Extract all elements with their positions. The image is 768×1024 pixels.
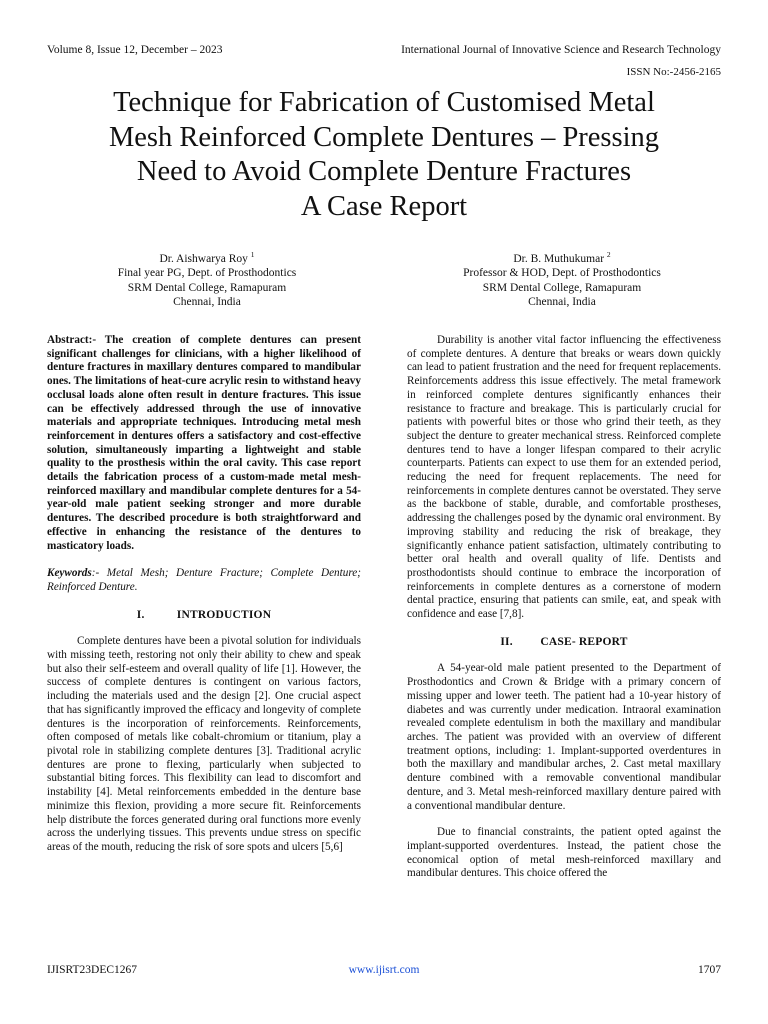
intro-paragraph: Complete dentures have been a pivotal solution for individuals with missing teeth, restoring not only their ability to chew and speak but also their self-esteem and overall quality of life [1]. However, the success of complete dentures is contingent on various factors, including the materials used and the design [2]. One crucial aspect that has significantly improved the efficacy and longevity of complete dentures is the incorporation of reinforcements. Reinforcements, often composed of metals like cobalt-chromium or titanium, play a pivotal role in stabilizing complete dentures [3]. Traditional acrylic dentures are prone to flexing, particularly when subjected to substantial biting forces. This flexibility can lead to discomfort and instability [4]. Metal reinforcements embedded in the denture base minimize this flexion, providing a more secure fit. Reinforcements help distribute the forces generated during oral functions more evenly across the underlying tissues. This prevents undue stress on specific areas of the mouth, reducing the risk of sore spots and ulcers [5,6] [47,635,361,853]
section-heading-introduction: I. INTRODUCTION [136,608,272,621]
title-line: Need to Avoid Complete Denture Fractures [136,156,632,187]
left-column [47,334,361,855]
case-paragraph-2: Due to financial constraints, the patient opted against the implant-supported overdentures. Instead, the patient chose the economical option of metal mesh-reinforced maxillary and mandibular dentures. This choice offered the [407,826,721,880]
author-city: Chennai, India [528,296,596,309]
author-block-1 [47,248,367,309]
author-name: Dr. B. Muthukumar $^2$ [513,250,611,265]
issn-number: ISSN No:-2456-2165 [626,66,721,78]
journal-name: International Journal of Innovative Science and Research Technology [401,44,721,56]
author-city: Chennai, India [173,296,241,309]
abstract: Abstract:- The creation of complete dentures can present significant challenges for clinicians, with a higher likelihood of denture fractures in maxillary dentures compared to mandibular ones. The limitations of heat-cure acrylic resin to withstand heavy occlusal loads alone often result in denture fractures. This issue can be effectively addressed through the use of innovative materials and appropriate techniques. Introducing metal mesh reinforcement in dentures offers a satisfactory and cost-effective solution, simultaneously imparting a lightweight and stable quality to the prosthesis within the oral cavity. This case report details the fabrication process of a custom-made metal mesh-reinforced maxillary and mandibular complete dentures for a 54-year-old male patient seeking stronger and more durable dentures. The described procedure is both straightforward and effective in enhancing the resistance of the dentures to masticatory loads. [47,334,361,552]
right-column [407,334,721,881]
author-college: SRM Dental College, Ramapuram [482,281,642,294]
durability-paragraph: Durability is another vital factor influencing the effectiveness of complete dentures. A denture that breaks or wears down quickly can lead to patient frustration and the need for frequent replacements. Reinforcements address this issue effectively. The metal framework in reinforced complete dentures significantly enhances their resistance to fracture and breakage. This is particularly crucial for patients with powerful bites or those who grind their teeth, as they subject the denture to greater mechanical stress. Reinforced complete dentures tend to have a longer lifespan compared to their acrylic counterparts. Patients can expect to use them for an extended period, reducing the need for frequent replacements. The need for reinforcements in complete dentures cannot be overstated. They serve as the backbone of stable, durable, and comfortable prostheses, addressing the challenges posed by the dynamic oral environment. By improving stability and reducing the risk of breakage, they significantly enhance patient satisfaction, ultimately contributing to better oral health and overall quality of life. Dentists and prosthodontists should continue to embrace the incorporation of reinforcements in complete dentures as a cornerstone of modern dental practice, ensuring that patients can smile, eat, and speak with confidence and ease [7,8]. [407,334,721,621]
title-line: Mesh Reinforced Complete Dentures – Pressing [108,121,660,153]
keywords-label: Keywords [47,567,92,580]
footer-article-id: IJISRT23DEC1267 [47,964,138,976]
volume-issue: Volume 8, Issue 12, December – 2023 [47,44,223,56]
footer-website-link[interactable]: www.ijisrt.com [348,964,420,976]
author-role: Final year PG, Dept. of Prosthodontics [117,267,297,280]
title-line: Technique for Fabrication of Customised Metal [113,87,655,118]
author-block-2 [402,248,722,309]
footer-page-number: 1707 [698,964,721,976]
paper-title [40,86,728,224]
title-subtitle: A Case Report [300,190,468,222]
case-paragraph-1: A 54-year-old male patient presented to the Department of Prosthodontics and Crown & Bridge with a primary concern of missing upper and lower teeth. The patient had a 10-year history of diabetes and was currently under medication. Intraoral examination revealed complete edentulism in both the maxillary and mandibular arches. The patient was provided with an overview of different treatment options, including: 1. Implant-supported overdentures in both the maxillary and mandibular arches, 2. Cast metal maxillary denture combined with a removable conventional mandibular denture, and 3. Metal mesh-reinforced maxillary denture paired with a conventional mandibular denture. [407,662,721,812]
keywords-text: :- Metal Mesh; Denture Fracture; Complete Denture; Reinforced Denture. [47,567,361,593]
keywords [47,567,361,594]
author-role: Professor & HOD, Dept. of Prosthodontics [463,267,661,280]
author-name: Dr. Aishwarya Roy $^1$ [159,250,255,265]
author-college: SRM Dental College, Ramapuram [127,281,287,294]
section-heading-case-report: II. CASE- REPORT [500,635,628,648]
